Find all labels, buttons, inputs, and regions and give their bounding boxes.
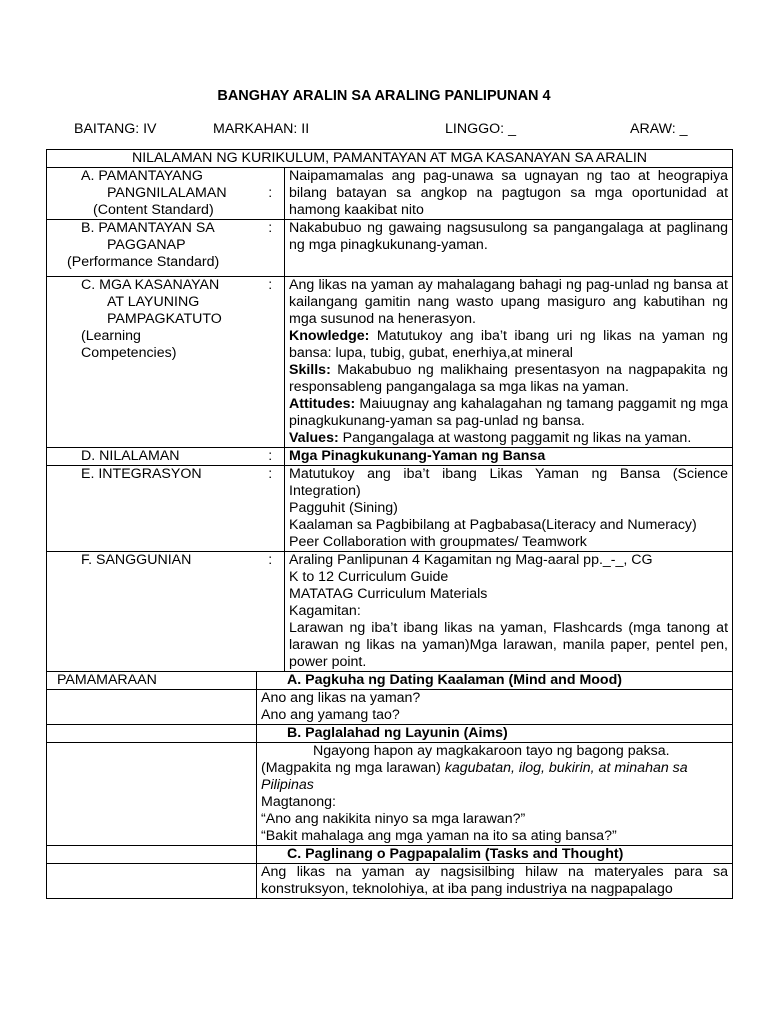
sanggunian-text: Araling Panlipunan 4 Kagamitan ng Mag-aaral pp._-_, CG K to 12 Curriculum Guide MATATAG Curriculum Materials Kagamitan: Larawan ng iba’t ibang likas na yaman, Flashcards (mga tanong at larawan ng likas na yaman)Mga larawan, manila paper, pentel pen, power point. bbox=[285, 552, 733, 672]
table-row bbox=[47, 220, 733, 277]
section-c-heading: C. Paglinang o Pagpapalalim (Tasks and Thought) bbox=[257, 846, 733, 864]
linggo-label: LINGGO: _ bbox=[445, 121, 516, 137]
empty-cell bbox=[47, 846, 257, 864]
empty-cell bbox=[47, 690, 257, 725]
table-row bbox=[47, 448, 733, 466]
section-b-heading: B. Paglalahad ng Layunin (Aims) bbox=[257, 725, 733, 743]
page-title: BANGHAY ARALIN SA ARALING PANLIPUNAN 4 bbox=[217, 88, 551, 104]
performance-standard-text: Nakabubuo ng gawaing nagsusulong sa pangangalaga at paglinang ng mga pinagkukunang-yaman. bbox=[285, 220, 733, 277]
table-row bbox=[47, 277, 733, 448]
table-row bbox=[47, 466, 733, 552]
colon: : bbox=[257, 448, 285, 466]
baitang-label: BAITANG: IV bbox=[74, 121, 157, 137]
integrasyon-text: Matutukoy ang iba’t ibang Likas Yaman ng Bansa (Science Integration) Pagguhit (Sining) Kaalaman sa Pagbibilang at Pagbabasa(Literacy and Numeracy) Peer Collaboration with groupmates/ Teamwork bbox=[285, 466, 733, 552]
section-a-heading: A. Pagkuha ng Dating Kaalaman (Mind and Mood) bbox=[257, 672, 733, 690]
content-standard-label: A. PAMANTAYANG PANGNILALAMAN (Content Standard) bbox=[47, 168, 257, 220]
colon: : bbox=[257, 552, 285, 672]
colon: : bbox=[257, 220, 285, 277]
araw-label: ARAW: _ bbox=[630, 121, 688, 137]
section-header-row bbox=[47, 150, 733, 168]
values-label: Values: bbox=[289, 430, 339, 446]
table-row bbox=[47, 690, 733, 725]
section-c-content: Ang likas na yaman ay nagsisilbing hilaw na materyales para sa konstruksyon, teknolohiya, at iba pang industriya na nagpapalago bbox=[257, 864, 733, 899]
sanggunian-label: F. SANGGUNIAN bbox=[47, 552, 257, 672]
colon: : bbox=[257, 168, 285, 220]
empty-cell bbox=[47, 743, 257, 846]
competencies-label: C. MGA KASANAYAN AT LAYUNING PAMPAGKATUTO (Learning Competencies) bbox=[47, 277, 257, 448]
table-row bbox=[47, 846, 733, 864]
empty-cell bbox=[47, 864, 257, 899]
table-row bbox=[47, 743, 733, 846]
empty-cell bbox=[47, 725, 257, 743]
skills-label: Skills: bbox=[289, 362, 331, 378]
table-row bbox=[47, 552, 733, 672]
nilalaman-text: Mga Pinagkukunang-Yaman ng Bansa bbox=[285, 448, 733, 466]
table-row bbox=[47, 864, 733, 899]
pamamaraan-label: PAMAMARAAN bbox=[47, 672, 257, 690]
nilalaman-label: D. NILALAMAN bbox=[47, 448, 257, 466]
competencies-text: Ang likas na yaman ay mahalagang bahagi ng pag-unlad ng bansa at kailangang gamitin nang wasto upang masiguro ang kabutihan ng mga susunod na henerasyon. Knowledge: Matutukoy ang iba’t ibang uri ng likas na yaman ng bansa: lupa, tubig, gubat, enerhiya,at mineral Skills: Makabubuo ng malikhaing presentasyon na nagpapakita ng responsableng pangangalaga sa mga likas na yaman. Attitudes: Maiuugnay ang kahalagahan ng tamang paggamit ng mga pinagkukunang-yaman sa pag-unlad ng bansa. Values: Pangangalaga at wastong paggamit ng likas na yaman. bbox=[285, 277, 733, 448]
lesson-plan-table bbox=[46, 149, 733, 899]
attitudes-label: Attitudes: bbox=[289, 396, 356, 412]
integrasyon-label: E. INTEGRASYON bbox=[47, 466, 257, 552]
section-header: NILALAMAN NG KURIKULUM, PAMANTAYAN AT MGA KASANAYAN SA ARALIN bbox=[47, 150, 733, 168]
section-b-content: Ngayong hapon ay magkakaroon tayo ng bagong paksa. (Magpakita ng mga larawan) kagubatan, ilog, bukirin, at minahan sa Pilipinas Magtanong: “Ano ang nakikita ninyo sa mga larawan?” “Bakit mahalaga ang mga yaman na ito sa ating bansa?” bbox=[257, 743, 733, 846]
knowledge-label: Knowledge: bbox=[289, 328, 370, 344]
content-standard-text: Naipamamalas ang pag-unawa sa ugnayan ng tao at heograpiya bilang batayan sa angkop na pagtugon sa mga oportunidad at hamong kaakibat nito bbox=[285, 168, 733, 220]
table-row bbox=[47, 168, 733, 220]
table-row bbox=[47, 725, 733, 743]
colon: : bbox=[257, 466, 285, 552]
colon: : bbox=[257, 277, 285, 448]
markahan-label: MARKAHAN: II bbox=[213, 121, 310, 137]
performance-standard-label: B. PAMANTAYAN SA PAGGANAP (Performance Standard) bbox=[47, 220, 257, 277]
table-row bbox=[47, 672, 733, 690]
section-a-content: Ano ang likas na yaman? Ano ang yamang tao? bbox=[257, 690, 733, 725]
